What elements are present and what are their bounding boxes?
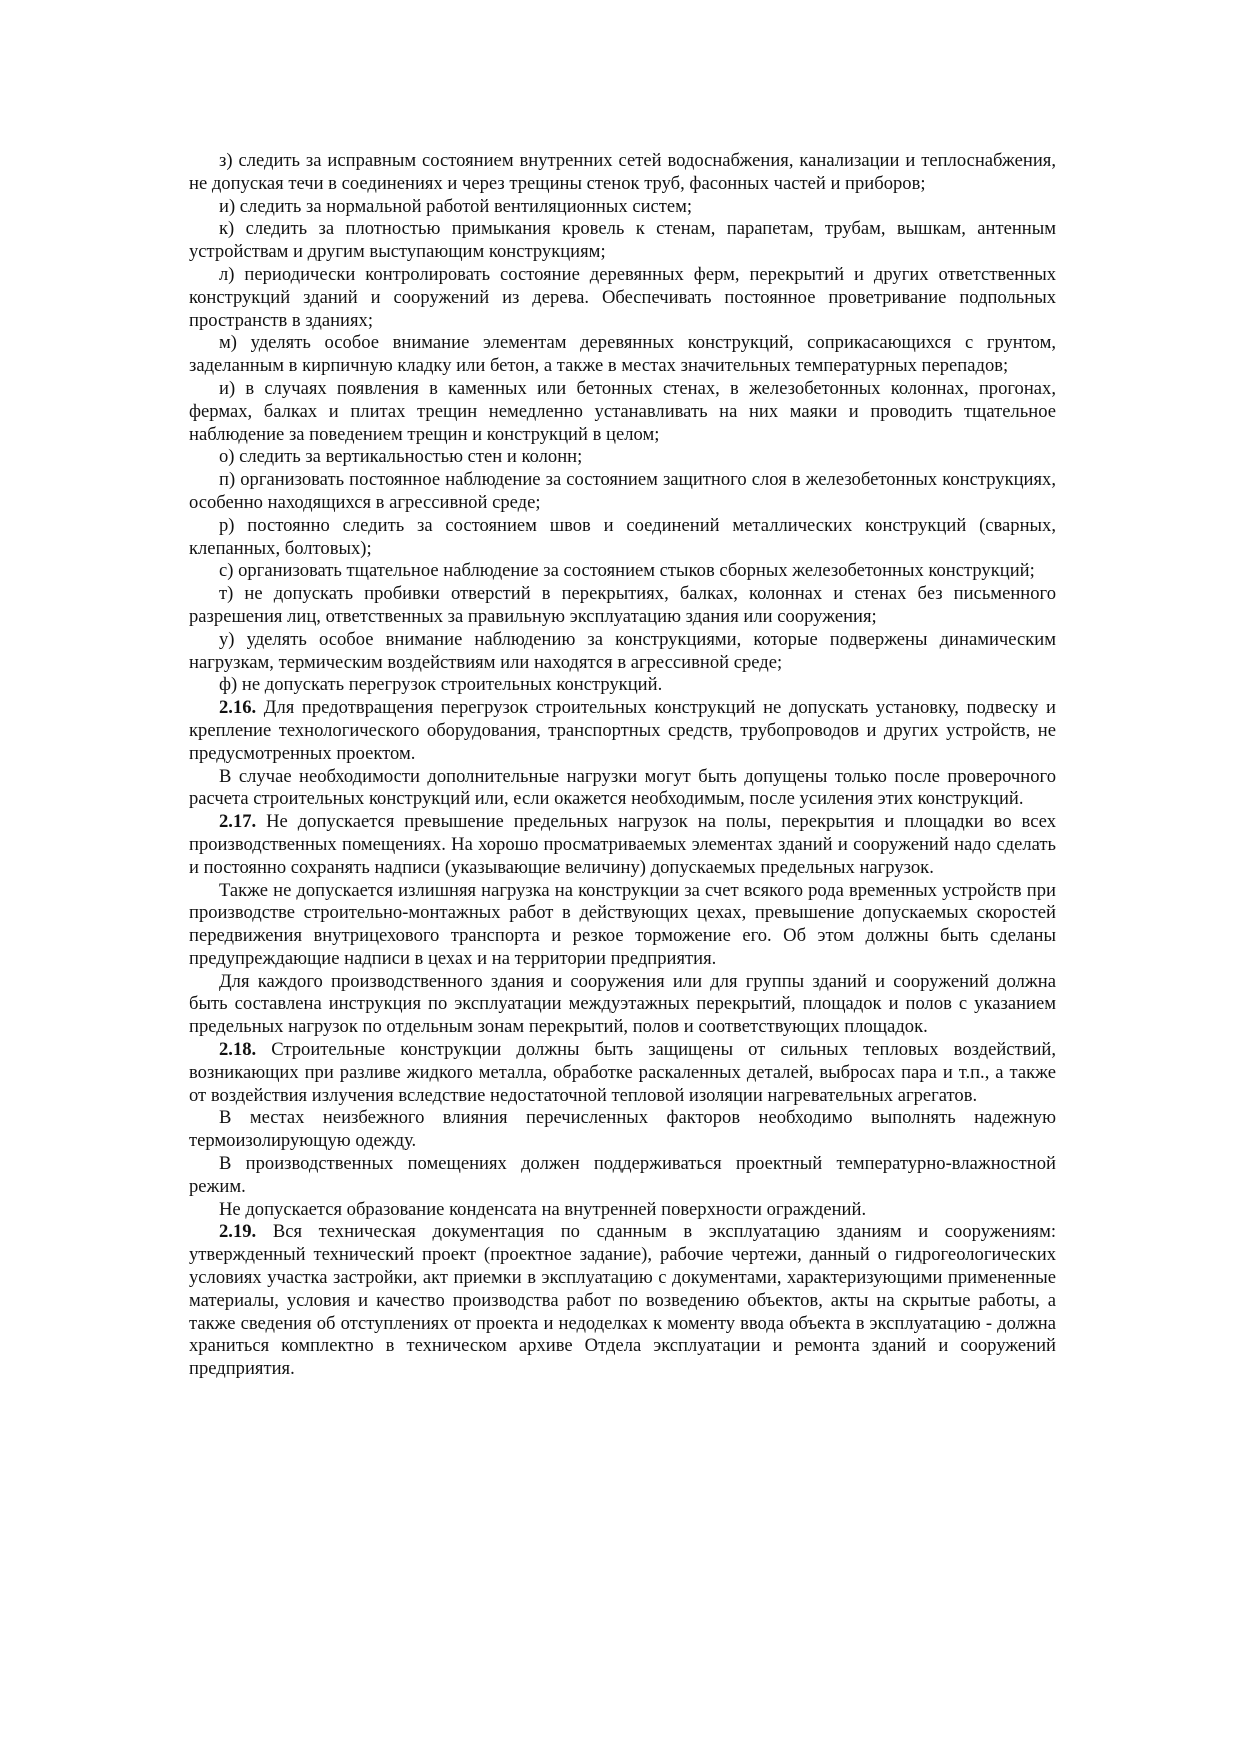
paragraph-text: у) уделять особое внимание наблюдению за конструкциями, которые подвержены динамическим нагрузкам, термическим воздействиям или находятся в агрессивной среде; xyxy=(189,628,1056,673)
paragraph xyxy=(189,446,1056,469)
paragraph-text: с) организовать тщательное наблюдение за состоянием стыков сборных железобетонных конструкций; xyxy=(219,560,1035,582)
paragraph xyxy=(189,697,1056,765)
paragraph-text: м) уделять особое внимание элементам деревянных конструкций, соприкасающихся с грунтом, заделанным в кирпичную кладку или бетон, а также в местах значительных температурных перепадов; xyxy=(189,332,1056,377)
paragraph xyxy=(189,378,1056,446)
paragraph-text: Не допускается образование конденсата на внутренней поверхности ограждений. xyxy=(219,1198,867,1220)
paragraph-text: р) постоянно следить за состоянием швов и соединений металлических конструкций (сварных, клепанных, болтовых); xyxy=(189,514,1056,559)
paragraph xyxy=(189,629,1056,675)
paragraph-text: Вся техническая документация по сданным в эксплуатацию зданиям и сооружениям: утвержденный технический проект (проектное задание), рабочие чертежи, данный о гидрогеологических условиях участка застройки, акт приемки в эксплуатацию с документами, характеризующими примененные материалы, условия и качество производства работ по возведению объектов, акты на скрытые работы, а также сведения об отступлениях от проекта и недоделках к моменту ввода объекта в эксплуатацию - должна храниться комплектно в техническом архиве Отдела эксплуатации и ремонта зданий и сооружений предприятия. xyxy=(189,1221,1056,1380)
paragraph xyxy=(189,469,1056,515)
paragraph-text: ф) не допускать перегрузок строительных конструкций. xyxy=(219,674,663,696)
paragraph-text: к) следить за плотностью примыкания кровель к стенам, парапетам, трубам, вышкам, антенным устройствам и другим выступающим конструкциям; xyxy=(189,218,1056,263)
paragraph-text: Для предотвращения перегрузок строительных конструкций не допускать установку, подвеску и крепление технологического оборудования, транспортных средств, трубопроводов и других устройств, не предусмотренных проектом. xyxy=(189,697,1056,764)
paragraph-text: Строительные конструкции должны быть защищены от сильных тепловых воздействий, возникающих при разливе жидкого металла, обработке раскаленных деталей, выбросах пара и т.п., а также от воздействия излучения вследствие недостаточной тепловой изоляции нагревательных агрегатов. xyxy=(189,1039,1056,1106)
paragraph-text: п) организовать постоянное наблюдение за состоянием защитного слоя в железобетонных конструкциях, особенно находящихся в агрессивной среде; xyxy=(189,469,1056,513)
paragraph-text: Для каждого производственного здания и сооружения или для группы зданий и сооружений должна быть составлена инструкция по эксплуатации междуэтажных перекрытий, площадок и полов с указанием предельных нагрузок по отдельным зонам перекрытий, полов и соответствующих площадок. xyxy=(189,970,1056,1038)
paragraph xyxy=(189,150,1056,196)
clause-number: 2.19. xyxy=(219,1221,257,1243)
paragraph-text: о) следить за вертикальностью стен и колонн; xyxy=(219,446,583,468)
paragraph-text: Не допускается превышение предельных нагрузок на полы, перекрытия и площадки во всех производственных помещениях. На хорошо просматриваемых элементах зданий и сооружений надо сделать и постоянно сохранять надписи (указывающие величину) допускаемых предельных нагрузок. xyxy=(189,811,1056,878)
paragraph-text: В местах неизбежного влияния перечисленных факторов необходимо выполнять надежную термоизолирующую одежду. xyxy=(189,1107,1056,1152)
document-body xyxy=(189,150,1056,1381)
paragraph xyxy=(189,766,1056,812)
paragraph xyxy=(189,971,1056,1039)
paragraph-text: и) следить за нормальной работой вентиляционных систем; xyxy=(219,195,693,217)
paragraph-text: В случае необходимости дополнительные нагрузки могут быть допущены только после проверочного расчета строительных конструкций или, если окажется необходимым, после усиления этих конструкций. xyxy=(189,765,1056,810)
paragraph xyxy=(189,880,1056,971)
paragraph xyxy=(189,560,1056,583)
clause-number: 2.16. xyxy=(219,697,257,719)
paragraph xyxy=(189,583,1056,629)
paragraph-text: и) в случаях появления в каменных или бетонных стенах, в железобетонных колоннах, прогонах, фермах, балках и плитах трещин немедленно устанавливать на них маяки и проводить тщательное наблюдение за поведением трещин и конструкций в целом; xyxy=(189,377,1056,445)
clause-number: 2.17. xyxy=(219,811,257,833)
paragraph xyxy=(189,1199,1056,1222)
paragraph-text: Также не допускается излишняя нагрузка на конструкции за счет всякого рода временных устройств при производстве строительно-монтажных работ в действующих цехах, превышение допускаемых скоростей передвижения внутрицехового транспорта и резкое торможение его. Об этом должны быть сделаны предупреждающие надписи в цехах и на территории предприятия. xyxy=(189,879,1056,969)
paragraph-text: з) следить за исправным состоянием внутренних сетей водоснабжения, канализации и теплоснабжения, не допуская течи в соединениях и через трещины стенок труб, фасонных частей и приборов; xyxy=(189,150,1056,194)
paragraph xyxy=(189,515,1056,561)
paragraph-text: т) не допускать пробивки отверстий в перекрытиях, балках, колоннах и стенах без письменного разрешения лиц, ответственных за правильную эксплуатацию здания или сооружения; xyxy=(189,583,1056,627)
paragraph xyxy=(189,1153,1056,1199)
paragraph-text: В производственных помещениях должен поддерживаться проектный температурно-влажностной режим. xyxy=(189,1153,1056,1197)
paragraph xyxy=(189,1039,1056,1107)
paragraph xyxy=(189,1221,1056,1381)
paragraph xyxy=(189,811,1056,879)
paragraph xyxy=(189,1107,1056,1153)
paragraph xyxy=(189,196,1056,219)
paragraph xyxy=(189,332,1056,378)
paragraph-text: л) периодически контролировать состояние деревянных ферм, перекрытий и других ответственных конструкций зданий и сооружений из дерева. Обеспечивать постоянное проветривание подпольных пространств в зданиях; xyxy=(189,263,1056,331)
paragraph xyxy=(189,218,1056,264)
paragraph xyxy=(189,264,1056,332)
clause-number: 2.18. xyxy=(219,1039,257,1061)
paragraph xyxy=(189,674,1056,697)
